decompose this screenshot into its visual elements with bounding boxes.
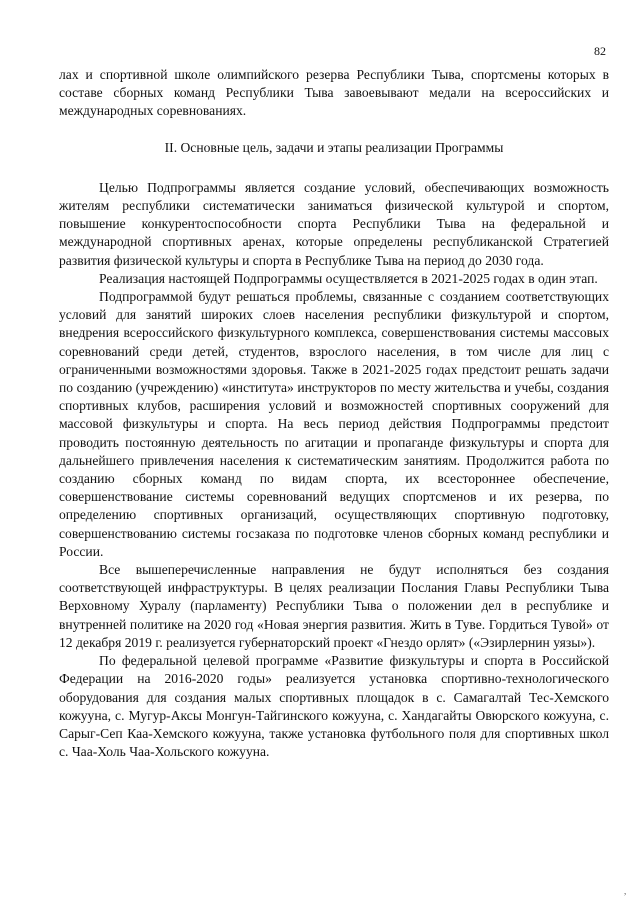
paragraph-stage: Реализация настоящей Подпрограммы осуществляется в 2021-2025 годах в один этап. <box>99 270 598 286</box>
paragraph-continuation: лах и спортивной школе олимпийского резерва Республики Тыва, спортсмены которых в составе сборных команд Республики Тыва завоевывают медали на всероссийских и международных соревнованиях. <box>59 67 609 119</box>
paragraph-goal: Целью Подпрограммы является создание условий, обеспечивающих возможность жителям республики систематически заниматься физической культурой и спортом, повышение конкурентоспособности спорта Республики Тыва на федеральной и международной спортивных аренах, которые определены республиканской Стратегией развития физической культуры и спорта в Республике Тыва на период до 2030 года. <box>59 179 609 268</box>
document-body <box>59 66 609 761</box>
scan-mark: , <box>624 886 627 896</box>
paragraph-infrastructure: Все вышеперечисленные направления не будут исполняться без создания соответствующей инфраструктуры. В целях реализации Послания Главы Республики Тыва Верховному Хуралу (парламенту) Республики Тыва о положении дел в республике и внутренней политике на 2020 год «Новая энергия развития. Жить в Туве. Гордиться Тувой» от 12 декабря 2019 г. реализуется губернаторский проект «Гнездо орлят» («Эзирлернин уязы»). <box>59 562 609 650</box>
section-heading: II. Основные цель, задачи и этапы реализации Программы <box>164 139 504 155</box>
paragraph-problems: Подпрограммой будут решаться проблемы, связанные с созданием соответствующих условий для занятий широких слоев населения республики физкультурой и спортом, внедрения всероссийского физкультурного комплекса, совершенствования системы массовых соревнований среди детей, студентов, взрослого населения, в том числе для лиц с ограниченными возможностями здоровья. Также в 2021-2025 годах предстоит решать задачи по созданию (учреждению) «института» инструкторов по месту жительства и учебы, создания спортивных клубов, расширения условий и возможностей спортивных сооружений для массовой физкультуры и спорта. На весь период действия Подпрограммы предстоит проводить постоянную деятельность по агитации и пропаганде физкультуры и спорта для дальнейшего привлечения населения к систематическим занятиям. Продолжится работа по созданию сборных команд по видам спорта, их всестороннее обеспечение, совершенствование системы соревнований ведущих спортсменов и их резерва, по определению спортивных организаций, осуществляющих спортивную подготовку, совершенствованию системы госзаказа по подготовке членов сборных команд республики и России. <box>59 289 609 559</box>
page-number: 82 <box>594 44 606 58</box>
paragraph-federal-program: По федеральной целевой программе «Развитие физкультуры и спорта в Российской Федерации на 2016-2020 годы» реализуется установка спортивно-технологического оборудования для создания малых спортивных площадок в с. Самагалтай Тес-Хемского кожууна, с. Мугур-Аксы Монгун-Тайгинского кожууна, с. Хандагайты Овюрского кожууна, с. Сарыг-Сеп Каа-Хемского кожууна, также установка футбольного поля для спортивных школ с. Чаа-Холь Чаа-Хольского кожууна. <box>59 653 609 760</box>
